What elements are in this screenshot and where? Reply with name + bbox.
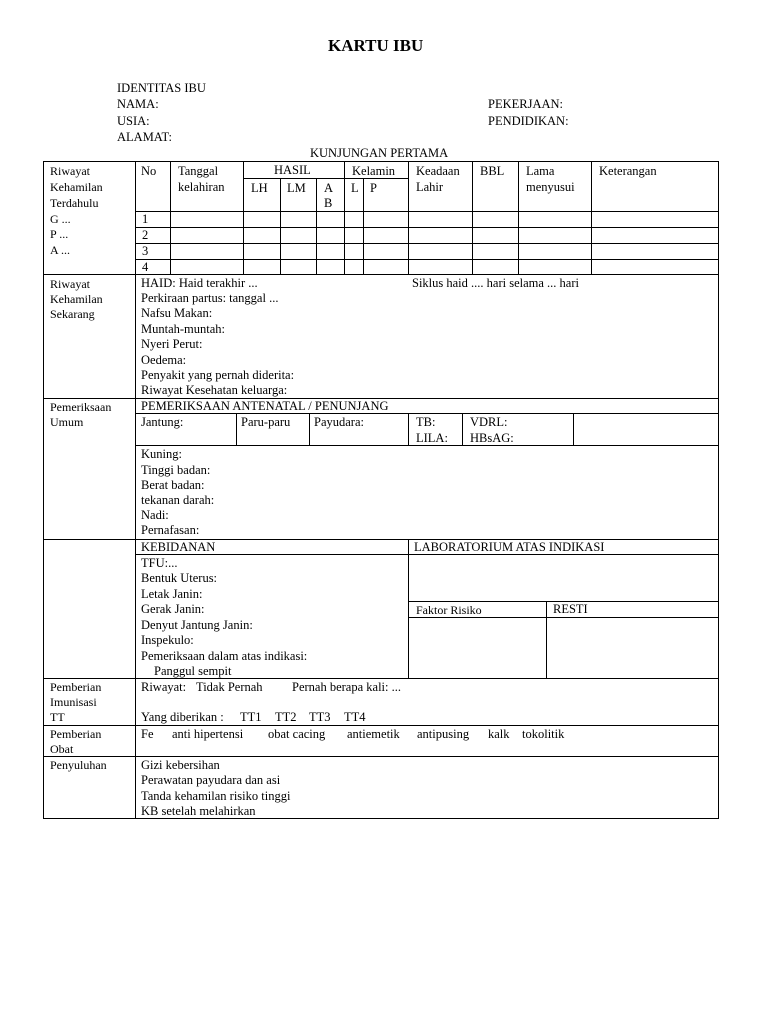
riwayat-dulu-label-1: Riwayat [50, 164, 90, 178]
col-kelamin: Kelamin [352, 164, 396, 178]
tt2-option: TT2 [275, 710, 297, 724]
tekanan-darah-field: tekanan darah: [141, 493, 215, 507]
para-label: P ... [50, 227, 69, 241]
col-p: P [370, 181, 377, 195]
letak-janin-field: Letak Janin: [141, 587, 203, 601]
nama-label: NAMA: [117, 97, 159, 111]
riwayat-imunisasi-label: Riwayat: [141, 680, 187, 694]
identitas-header: IDENTITAS IBU [117, 81, 206, 95]
alamat-label: ALAMAT: [117, 130, 172, 144]
gravida-label: G ... [50, 212, 71, 226]
muntah-field: Muntah-muntah: [141, 322, 226, 336]
inspekulo-field: Inspekulo: [141, 633, 194, 647]
col-lh: LH [251, 181, 268, 195]
obat-label-1: Pemberian [50, 727, 102, 741]
obat-antiemetik: antiemetik [347, 727, 400, 741]
col-no: No [141, 164, 157, 178]
row-no-1: 1 [142, 212, 149, 226]
tfu-field: TFU:... [141, 556, 178, 570]
diberikan-label: Yang diberikan : [141, 710, 224, 724]
col-lm: LM [287, 181, 306, 195]
col-lama-2: menyusui [526, 180, 575, 194]
lila-field: LILA: [416, 431, 448, 445]
panggul-sempit-field: Panggul sempit [154, 664, 232, 678]
imunisasi-label-1: Pemberian [50, 680, 102, 694]
tt4-option: TT4 [344, 710, 366, 724]
obat-fe: Fe [141, 727, 154, 741]
nyeri-perut-field: Nyeri Perut: [141, 337, 203, 351]
oedema-field: Oedema: [141, 353, 187, 367]
pernafasan-field: Pernafasan: [141, 523, 200, 537]
djj-field: Denyut Jantung Janin: [141, 618, 253, 632]
penyuluhan-risiko: Tanda kehamilan risiko tinggi [141, 789, 291, 803]
obat-kalk: kalk [488, 727, 510, 741]
riwayat-dulu-label-3: Terdahulu [50, 196, 99, 210]
pemeriksaan-label-2: Umum [50, 415, 84, 429]
obat-antipusing: antipusing [417, 727, 470, 741]
pemeriksaan-dalam-field: Pemeriksaan dalam atas indikasi: [141, 649, 308, 663]
tidak-pernah-option: Tidak Pernah [196, 680, 263, 694]
payudara-field: Payudara: [314, 415, 364, 429]
perkiraan-partus-field: Perkiraan partus: tanggal ... [141, 291, 279, 305]
row-no-3: 3 [142, 244, 149, 258]
col-hasil: HASIL [274, 163, 311, 177]
tinggi-badan-field: Tinggi badan: [141, 463, 211, 477]
paru-field: Paru-paru [241, 415, 291, 429]
vdrl-field: VDRL: [470, 415, 508, 429]
kunjungan-title: KUNJUNGAN PERTAMA [310, 146, 449, 160]
riwayat-sekarang-label-1: Riwayat [50, 277, 90, 291]
penyuluhan-payudara: Perawatan payudara dan asi [141, 773, 281, 787]
bentuk-uterus-field: Bentuk Uterus: [141, 571, 218, 585]
imunisasi-label-2: Imunisasi [50, 695, 97, 709]
nadi-field: Nadi: [141, 508, 169, 522]
col-tanggal-1: Tanggal [178, 164, 219, 178]
resti-label: RESTI [553, 602, 588, 616]
col-tanggal-2: kelahiran [178, 180, 225, 194]
faktor-risiko-label: Faktor Risiko [416, 603, 482, 617]
obat-label-2: Obat [50, 742, 74, 756]
riwayat-keluarga-field: Riwayat Kesehatan keluarga: [141, 383, 288, 397]
usia-label: USIA: [117, 114, 150, 128]
nafsu-makan-field: Nafsu Makan: [141, 306, 213, 320]
penyuluhan-label: Penyuluhan [50, 758, 107, 772]
gerak-janin-field: Gerak Janin: [141, 602, 205, 616]
jantung-field: Jantung: [141, 415, 184, 429]
antenatal-header: PEMERIKSAAN ANTENATAL / PENUNJANG [141, 399, 389, 413]
kuning-field: Kuning: [141, 447, 182, 461]
imunisasi-label-3: TT [50, 710, 65, 724]
col-keterangan: Keterangan [599, 164, 657, 178]
haid-field: HAID: Haid terakhir ... [141, 276, 258, 290]
laboratorium-header: LABORATORIUM ATAS INDIKASI [414, 540, 605, 554]
row-no-4: 4 [142, 260, 149, 274]
col-ab-1: A [324, 181, 334, 195]
riwayat-dulu-label-2: Kehamilan [50, 180, 103, 194]
penyuluhan-gizi: Gizi kebersihan [141, 758, 220, 772]
col-bbl: BBL [480, 164, 505, 178]
riwayat-sekarang-label-3: Sekarang [50, 307, 95, 321]
obat-cacing: obat cacing [268, 727, 326, 741]
col-keadaan-1: Keadaan [416, 164, 460, 178]
hbsag-field: HBsAG: [470, 431, 514, 445]
abortus-label: A ... [50, 243, 71, 257]
tt1-option: TT1 [240, 710, 262, 724]
col-keadaan-2: Lahir [416, 180, 444, 194]
pendidikan-label: PENDIDIKAN: [488, 114, 569, 128]
tt3-option: TT3 [309, 710, 331, 724]
penyuluhan-kb: KB setelah melahirkan [141, 804, 256, 818]
berat-badan-field: Berat badan: [141, 478, 205, 492]
pekerjaan-label: PEKERJAAN: [488, 97, 564, 111]
penyakit-field: Penyakit yang pernah diderita: [141, 368, 295, 382]
page-title: KARTU IBU [328, 36, 424, 55]
riwayat-sekarang-label-2: Kehamilan [50, 292, 103, 306]
obat-anti-hipertensi: anti hipertensi [172, 727, 244, 741]
row-no-2: 2 [142, 228, 149, 242]
tb-field: TB: [416, 415, 436, 429]
col-ab-2: B [324, 196, 333, 210]
obat-tokolitik: tokolitik [522, 727, 565, 741]
pernah-option: Pernah berapa kali: ... [292, 680, 401, 694]
col-l: L [351, 181, 359, 195]
siklus-field: Siklus haid .... hari selama ... hari [412, 276, 579, 290]
col-lama-1: Lama [526, 164, 555, 178]
kebidanan-header: KEBIDANAN [141, 540, 216, 554]
pemeriksaan-label-1: Pemeriksaan [50, 400, 112, 414]
